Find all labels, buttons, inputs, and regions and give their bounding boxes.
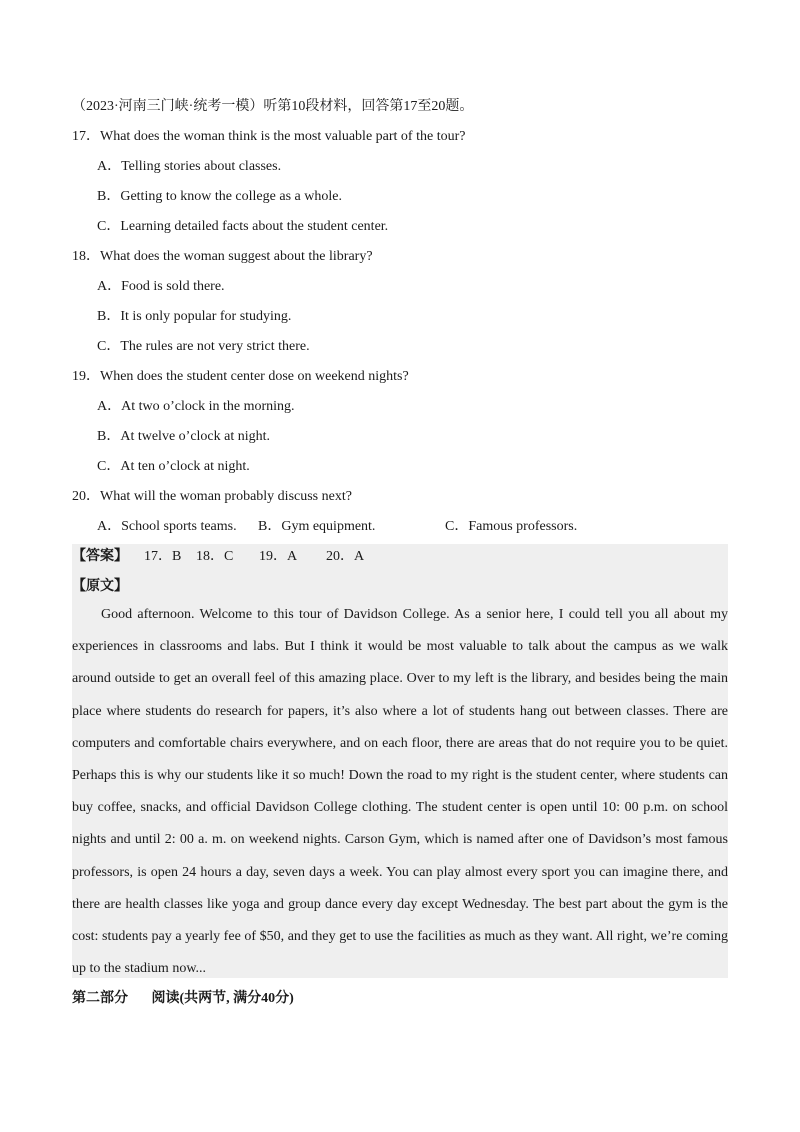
option-17-a: A．Telling stories about classes.: [97, 159, 282, 174]
question-18: 18．What does the woman suggest about the library?: [72, 249, 373, 264]
option-17-c: C．Learning detailed facts about the student center.: [97, 219, 389, 234]
option-17-b: B．Getting to know the college as a whole.: [97, 189, 342, 204]
original-transcript: Good afternoon. Welcome to this tour of Davidson College. As a senior here, I could tell you all about my experiences in classrooms and labs. But I think it would be most valuable to talk about the campus as we walk around outside to get an overall feel of this amazing place. Over to my left is the library, and besides being the main place where students do research for papers, it’s also where a lot of students hang out between classes. There are computers and comfortable chairs everywhere, and on each floor, there are areas that do not require you to be quiet. Perhaps this is why our students like it so much! Down the road to my right is the student center, where students can buy coffee, snacks, and official Davidson College clothing. The student center is open until 10: 00 p.m. on school nights and until 2: 00 a. m. on weekend nights. Carson Gym, which is named after one of Davidson’s most famous professors, is open 24 hours a day, seven days a week. You can play almost every sport you can imagine there, and there are health classes like yoga and group dance every day except Wednesday. The best part about the gym is the cost: students pay a yearly fee of $50, and they get to use the facilities as much as they want. All right, we’re coming up to the stadium now...: [72, 607, 728, 977]
question-20: 20．What will the woman probably discuss next?: [72, 489, 352, 504]
section-subtitle: 阅读(共两节, 满分40分): [151, 991, 294, 1006]
original-label: 【原文】: [72, 579, 128, 594]
option-19-a: A．At two o’clock in the morning.: [97, 399, 295, 414]
answer-17: 17．B: [144, 549, 182, 564]
answer-18: 18．C: [196, 549, 234, 564]
section-title: 第二部分: [72, 991, 128, 1006]
question-17: 17．What does the woman think is the most valuable part of the tour?: [72, 129, 466, 144]
option-18-c: C．The rules are not very strict there.: [97, 339, 310, 354]
option-20-a: A．School sports teams.: [97, 519, 237, 534]
option-19-b: B．At twelve o’clock at night.: [97, 429, 271, 444]
options-20: [0, 518, 800, 536]
option-20-b: B．Gym equipment.: [258, 519, 376, 534]
option-19-c: C．At ten o’clock at night.: [97, 459, 250, 474]
option-18-a: A．Food is sold there.: [97, 279, 225, 294]
answer-20: 20．A: [326, 549, 365, 564]
answer-line: [72, 548, 728, 566]
answer-19: 19．A: [259, 549, 298, 564]
option-18-b: B．It is only popular for studying.: [97, 309, 292, 324]
option-20-c: C．Famous professors.: [445, 519, 578, 534]
question-19: 19．When does the student center dose on weekend nights?: [72, 369, 409, 384]
answer-label: 【答案】: [72, 549, 128, 564]
section-heading: [72, 990, 294, 1008]
intro-line: （2023·河南三门峡·统考一模）听第10段材料，回答第17至20题。: [72, 99, 474, 114]
